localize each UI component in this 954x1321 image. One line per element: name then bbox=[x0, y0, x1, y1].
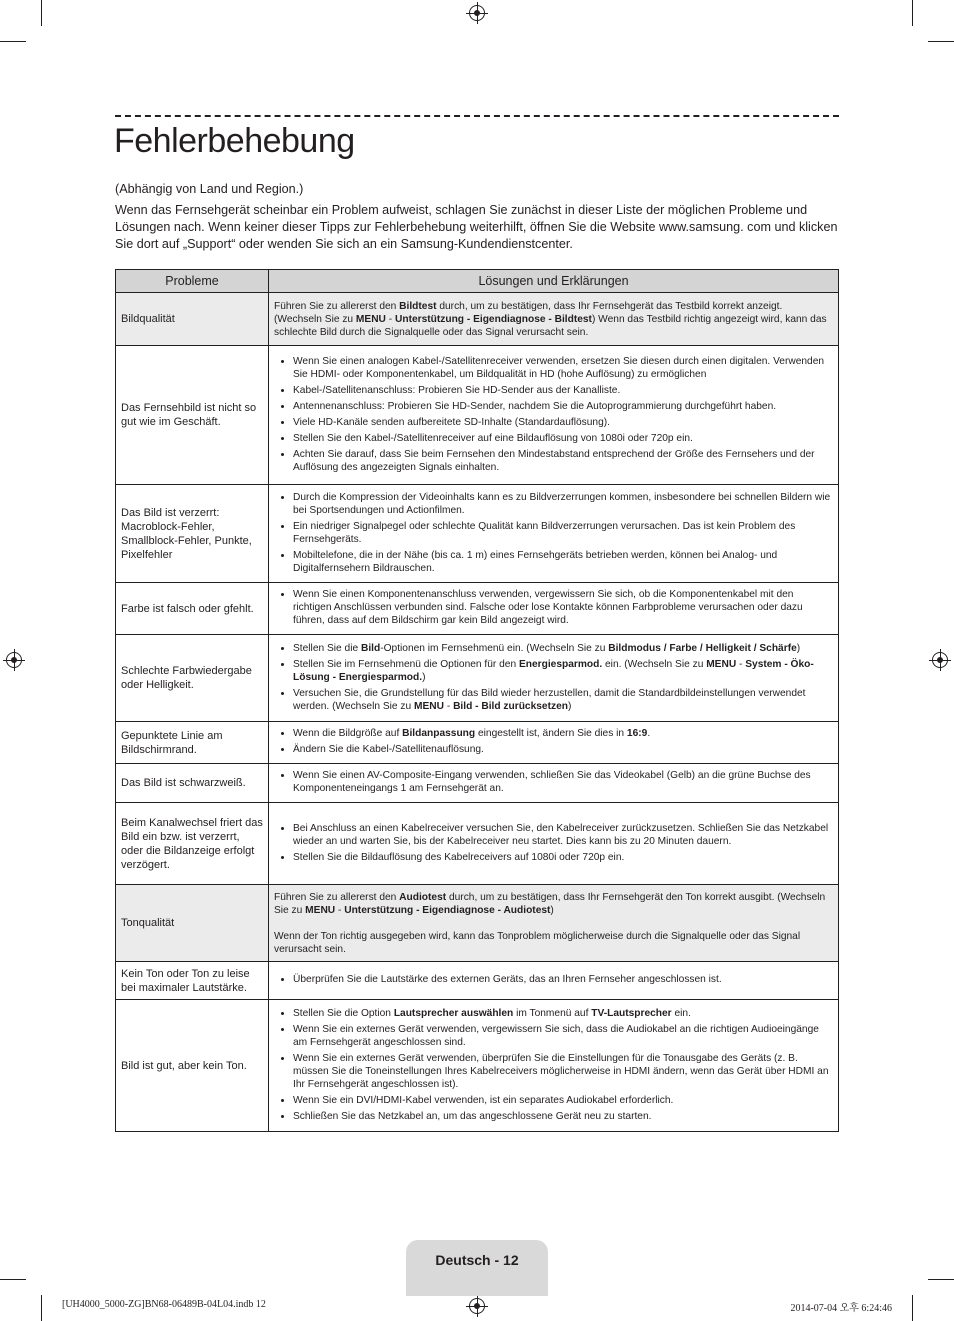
problem-cell: Bild ist gut, aber kein Ton. bbox=[116, 1000, 269, 1132]
registration-mark-icon bbox=[932, 652, 948, 668]
registration-mark-icon bbox=[469, 1298, 485, 1314]
page-number-tab: Deutsch - 12 bbox=[406, 1240, 548, 1296]
table-row bbox=[116, 293, 839, 346]
problem-cell: Farbe ist falsch oder gfehlt. bbox=[116, 583, 269, 635]
table-header-row bbox=[116, 270, 839, 293]
crop-mark bbox=[41, 1295, 42, 1321]
solution-cell: • Wenn Sie einen analogen Kabel-/Satellitenreceiver verwenden, ersetzen Sie diesen durch einen digitalen. Verwenden Sie HDMI- oder Komponentenkabel, um Bildqualität in HD (hohe Auflösung) zu ermöglichen • Kabel-/Satellitenanschluss: Probieren Sie HD-Sender aus der Kanalliste. • Antennenanschluss: Probieren Sie HD-Sender, nachdem Sie die Autoprogrammierung durchgeführt haben. • Viele HD-Kanäle senden aufbereitete SD-Inhalte (Standardauflösung). • Stellen Sie den Kabel-/Satellitenreceiver auf eine Bildauflösung von 1080i oder 720p ein. • Achten Sie darauf, dass Sie beim Fernsehen den Mindestabstand entsprechend der Größe des Fernsehers und der Auflösung des angezeigten Signals einhalten. bbox=[269, 346, 839, 485]
table-row bbox=[116, 346, 839, 485]
problem-cell: Kein Ton oder Ton zu leise bei maximaler Lautstärke. bbox=[116, 962, 269, 1000]
table-row bbox=[116, 803, 839, 885]
solution-cell: • Wenn Sie einen AV-Composite-Eingang verwenden, schließen Sie das Videokabel (Gelb) an die grüne Buchse des Komponenteneingangs 1 am Fernsehgerät an. bbox=[269, 764, 839, 803]
problem-cell: Das Bild ist verzerrt: Macroblock-Fehler, Smallblock-Fehler, Punkte, Pixelfehler bbox=[116, 485, 269, 583]
crop-mark bbox=[912, 0, 913, 26]
troubleshooting-table bbox=[115, 269, 839, 1132]
solution-cell: • Wenn Sie einen Komponentenanschluss verwenden, vergewissern Sie sich, ob die Komponentenkabel mit den richtigen Anschlüssen verbunden sind. Falsche oder lose Kontakte können Farbprobleme verursachen oder dazu führen, dass auf dem Bildschirm gar kein Bild angezeigt wird. bbox=[269, 583, 839, 635]
solution-cell: • Stellen Sie die Bild-Optionen im Fernsehmenü ein. (Wechseln Sie zu Bildmodus / Farbe / Helligkeit / Schärfe) • Stellen Sie im Fernsehmenü die Optionen für den Energiesparmod. ein. (Wechseln Sie zu MENU - System - Öko-Lösung - Energiesparmod.) • Versuchen Sie, die Grundstellung für das Bild wieder herzustellen, damit die Standardbildeinstellungen verwendet werden. (Wechseln Sie zu MENU - Bild - Bild zurücksetzen) bbox=[269, 635, 839, 722]
crop-mark bbox=[0, 41, 26, 42]
print-slug-timestamp: 2014-07-04 오후 6:24:46 bbox=[790, 1303, 892, 1314]
crop-mark bbox=[928, 1279, 954, 1280]
page-title: Fehlerbehebung bbox=[114, 122, 355, 160]
print-slug-file: [UH4000_5000-ZG]BN68-06489B-04L04.indb 12 bbox=[62, 1299, 266, 1310]
crop-mark bbox=[912, 1295, 913, 1321]
crop-mark bbox=[41, 0, 42, 26]
problem-cell: Beim Kanalwechsel friert das Bild ein bzw. ist verzerrt, oder die Bildanzeige erfolgt verzögert. bbox=[116, 803, 269, 885]
problem-cell: Das Fernsehbild ist nicht so gut wie im Geschäft. bbox=[116, 346, 269, 485]
crop-mark bbox=[928, 41, 954, 42]
table-row bbox=[116, 635, 839, 722]
intro-paragraph: Wenn das Fernsehgerät scheinbar ein Problem aufweist, schlagen Sie zunächst in dieser Liste der möglichen Probleme und Lösungen nach. Wenn keiner dieser Tipps zur Fehlerbehebung weiterhilft, öffnen Sie die Website www.samsung. com und klicken Sie dort auf „Support“ oder wenden Sie sich an ein Samsung-Kundendienstcenter. bbox=[115, 203, 838, 251]
crop-mark bbox=[0, 1279, 26, 1280]
registration-mark-icon bbox=[6, 652, 22, 668]
solution-cell: • Überprüfen Sie die Lautstärke des externen Geräts, das an Ihren Fernseher angeschlossen ist. bbox=[269, 962, 839, 1000]
table-row bbox=[116, 962, 839, 1000]
solution-cell: Führen Sie zu allererst den Audiotest durch, um zu bestätigen, dass Ihr Fernsehgerät den Ton korrekt ausgibt. (Wechseln Sie zu MENU - Unterstützung - Eigendiagnose - Audiotest) Wenn der Ton richtig ausgegeben wird, kann das Tonproblem möglicherweise durch die Signalquelle oder das Signal verursacht sein. bbox=[269, 885, 839, 962]
problem-cell: Gepunktete Linie am Bildschirmrand. bbox=[116, 722, 269, 764]
header-problem: Probleme bbox=[116, 270, 269, 293]
table-row bbox=[116, 485, 839, 583]
registration-mark-icon bbox=[469, 5, 485, 21]
table-row bbox=[116, 583, 839, 635]
title-dashed-rule bbox=[115, 115, 839, 117]
solution-cell: • Durch die Kompression der Videoinhalts kann es zu Bildverzerrungen kommen, insbesondere bei schnellen Bildern wie bei Sportsendungen und Actionfilmen. • Ein niedriger Signalpegel oder schlechte Qualität kann Bildverzerrungen verursachen. Das ist kein Problem des Fernsehgeräts. • Mobiltelefone, die in der Nähe (bis ca. 1 m) eines Fernsehgeräts betrieben werden, können bei Analog- und Digitalfernsehern Bildrauschen. bbox=[269, 485, 839, 583]
table-row bbox=[116, 764, 839, 803]
problem-cell: Tonqualität bbox=[116, 885, 269, 962]
table-row bbox=[116, 722, 839, 764]
table-row bbox=[116, 1000, 839, 1132]
problem-cell: Das Bild ist schwarzweiß. bbox=[116, 764, 269, 803]
table-row bbox=[116, 885, 839, 962]
header-solution: Lösungen und Erklärungen bbox=[269, 270, 839, 293]
problem-cell: Bildqualität bbox=[116, 293, 269, 346]
region-note: (Abhängig von Land und Region.) bbox=[115, 182, 304, 196]
solution-cell: • Stellen Sie die Option Lautsprecher auswählen im Tonmenü auf TV-Lautsprecher ein. • Wenn Sie ein externes Gerät verwenden, vergewissern Sie sich, dass die Audiokabel an die richtigen Audioeingänge am Fernsehgerät angeschlossen sind. • Wenn Sie ein externes Gerät verwenden, überprüfen Sie die Einstellungen für die Tonausgabe des Geräts (z. B. müssen Sie die Toneinstellungen Ihres Kabelreceivers möglicherweise in HDMI ändern, wenn das Gerät über HDMI an Ihr Fernsehgerät angeschlossen ist). • Wenn Sie ein DVI/HDMI-Kabel verwenden, ist ein separates Audiokabel erforderlich. • Schließen Sie das Netzkabel an, um das angeschlossene Gerät neu zu starten. bbox=[269, 1000, 839, 1132]
problem-cell: Schlechte Farbwiedergabe oder Helligkeit. bbox=[116, 635, 269, 722]
intro-section bbox=[115, 181, 839, 257]
solution-cell: • Bei Anschluss an einen Kabelreceiver versuchen Sie, den Kabelreceiver zurückzusetzen. Schließen Sie das Netzkabel wieder an und warten Sie, bis der Kabelreceiver neu startet. Dies kann bis zu 20 Minuten dauern. • Stellen Sie die Bildauflösung des Kabelreceivers auf 1080i oder 720p ein. bbox=[269, 803, 839, 885]
solution-cell: Führen Sie zu allererst den Bildtest durch, um zu bestätigen, dass Ihr Fernsehgerät das Testbild korrekt anzeigt. (Wechseln Sie zu MENU - Unterstützung - Eigendiagnose - Bildtest) Wenn das Testbild richtig angezeigt wird, kann das schlechte Bild durch die Signalquelle oder das Signal verursacht sein. bbox=[269, 293, 839, 346]
solution-cell: • Wenn die Bildgröße auf Bildanpassung eingestellt ist, ändern Sie dies in 16:9. • Ändern Sie die Kabel-/Satellitenauflösung. bbox=[269, 722, 839, 764]
